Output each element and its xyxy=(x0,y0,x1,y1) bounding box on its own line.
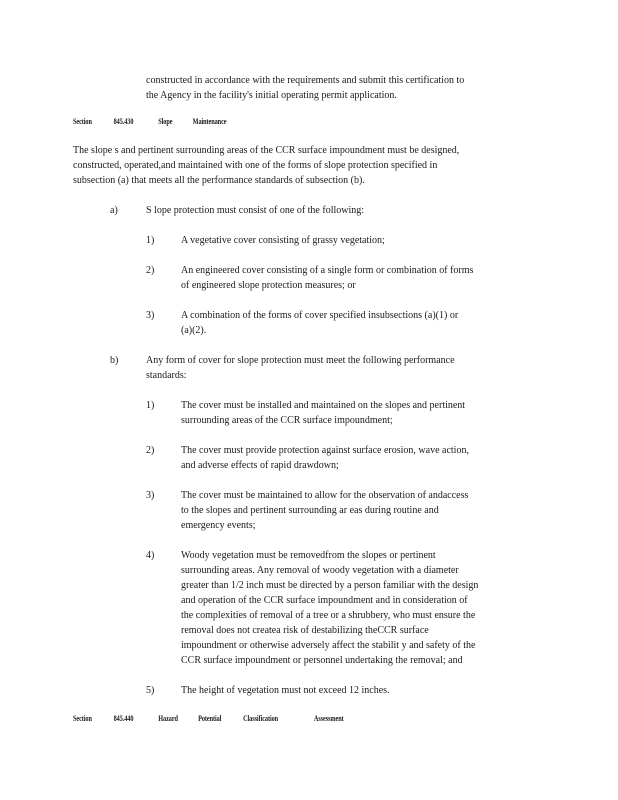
item-line: The cover must be installed and maintained on the slopes and pertinent xyxy=(181,400,466,411)
subsection-text-b: Any form of cover for slope protection must meet the following performance xyxy=(146,355,455,366)
body-line: constructed, operated,and maintained with one of the forms of slope protection specified in xyxy=(73,160,438,171)
intro-line: the Agency in the facility's initial operating permit application. xyxy=(146,90,397,101)
item-line: impoundment or otherwise adversely affect the stabilit y and safety of the xyxy=(181,640,476,651)
intro-line: constructed in accordance with the requirements and submit this certification to xyxy=(146,75,465,86)
item-line: A combination of the forms of cover specified insubsections (a)(1) or xyxy=(181,310,459,321)
section-title: Classification xyxy=(243,714,279,723)
item-line: emergency events; xyxy=(181,520,256,531)
item-line: to the slopes and pertinent surrounding ar eas during routine and xyxy=(181,505,439,516)
section-title: Hazard xyxy=(158,714,178,723)
item-line: Woody vegetation must be removedfrom the slopes or pertinent xyxy=(181,550,436,561)
section-word: Section xyxy=(73,117,92,126)
section-number: 845.430 xyxy=(113,117,134,126)
subsection-text-b: standards: xyxy=(146,370,187,381)
item-number: 2) xyxy=(146,445,155,456)
item-line: A vegetative cover consisting of grassy vegetation; xyxy=(181,235,385,246)
item-line: The height of vegetation must not exceed 12 inches. xyxy=(181,685,390,696)
section-title: Maintenance xyxy=(192,117,227,126)
subsection-label-b: b) xyxy=(110,355,119,366)
body-line: The slope s and pertinent surrounding areas of the CCR surface impoundment must be designed, xyxy=(73,145,460,156)
section-heading-440 xyxy=(73,714,344,723)
section-heading-430 xyxy=(73,117,226,126)
item-number: 5) xyxy=(146,685,155,696)
section-title: Assessment xyxy=(313,714,344,723)
item-line: of engineered slope protection measures; or xyxy=(181,280,356,291)
subsection-label-a: a) xyxy=(110,205,118,216)
section-title: Potential xyxy=(198,714,222,723)
section-title: Slope xyxy=(158,117,173,126)
item-line: and operation of the CCR surface impoundment and in consideration of xyxy=(181,595,468,606)
item-line: greater than 1/2 inch must be directed by a person familiar with the design xyxy=(181,580,479,591)
item-line: The cover must provide protection against surface erosion, wave action, xyxy=(181,445,469,456)
body-line: subsection (a) that meets all the performance standards of subsection (b). xyxy=(73,175,365,186)
item-number: 2) xyxy=(146,265,155,276)
section-word: Section xyxy=(73,714,92,723)
item-line: and adverse effects of rapid drawdown; xyxy=(181,460,339,471)
item-line: The cover must be maintained to allow for the observation of andaccess xyxy=(181,490,469,501)
section-number: 845.440 xyxy=(113,714,134,723)
item-number: 1) xyxy=(146,400,155,411)
item-line: An engineered cover consisting of a single form or combination of forms xyxy=(181,265,474,276)
item-line: (a)(2). xyxy=(181,325,207,336)
item-line: removal does not createa risk of destabilizing theCCR surface xyxy=(181,625,429,636)
item-line: surrounding areas of the CCR surface impoundment; xyxy=(181,415,393,426)
subsection-text-a: S lope protection must consist of one of the following: xyxy=(146,205,365,216)
item-number: 1) xyxy=(146,235,155,246)
item-line: CCR surface impoundment or personnel undertaking the removal; and xyxy=(181,655,463,666)
item-number: 4) xyxy=(146,550,155,561)
item-line: the complexities of removal of a tree or a shrubbery, who must ensure the xyxy=(181,610,476,621)
item-number: 3) xyxy=(146,310,155,321)
item-number: 3) xyxy=(146,490,155,501)
item-line: surrounding areas. Any removal of woody vegetation with a diameter xyxy=(181,565,459,576)
